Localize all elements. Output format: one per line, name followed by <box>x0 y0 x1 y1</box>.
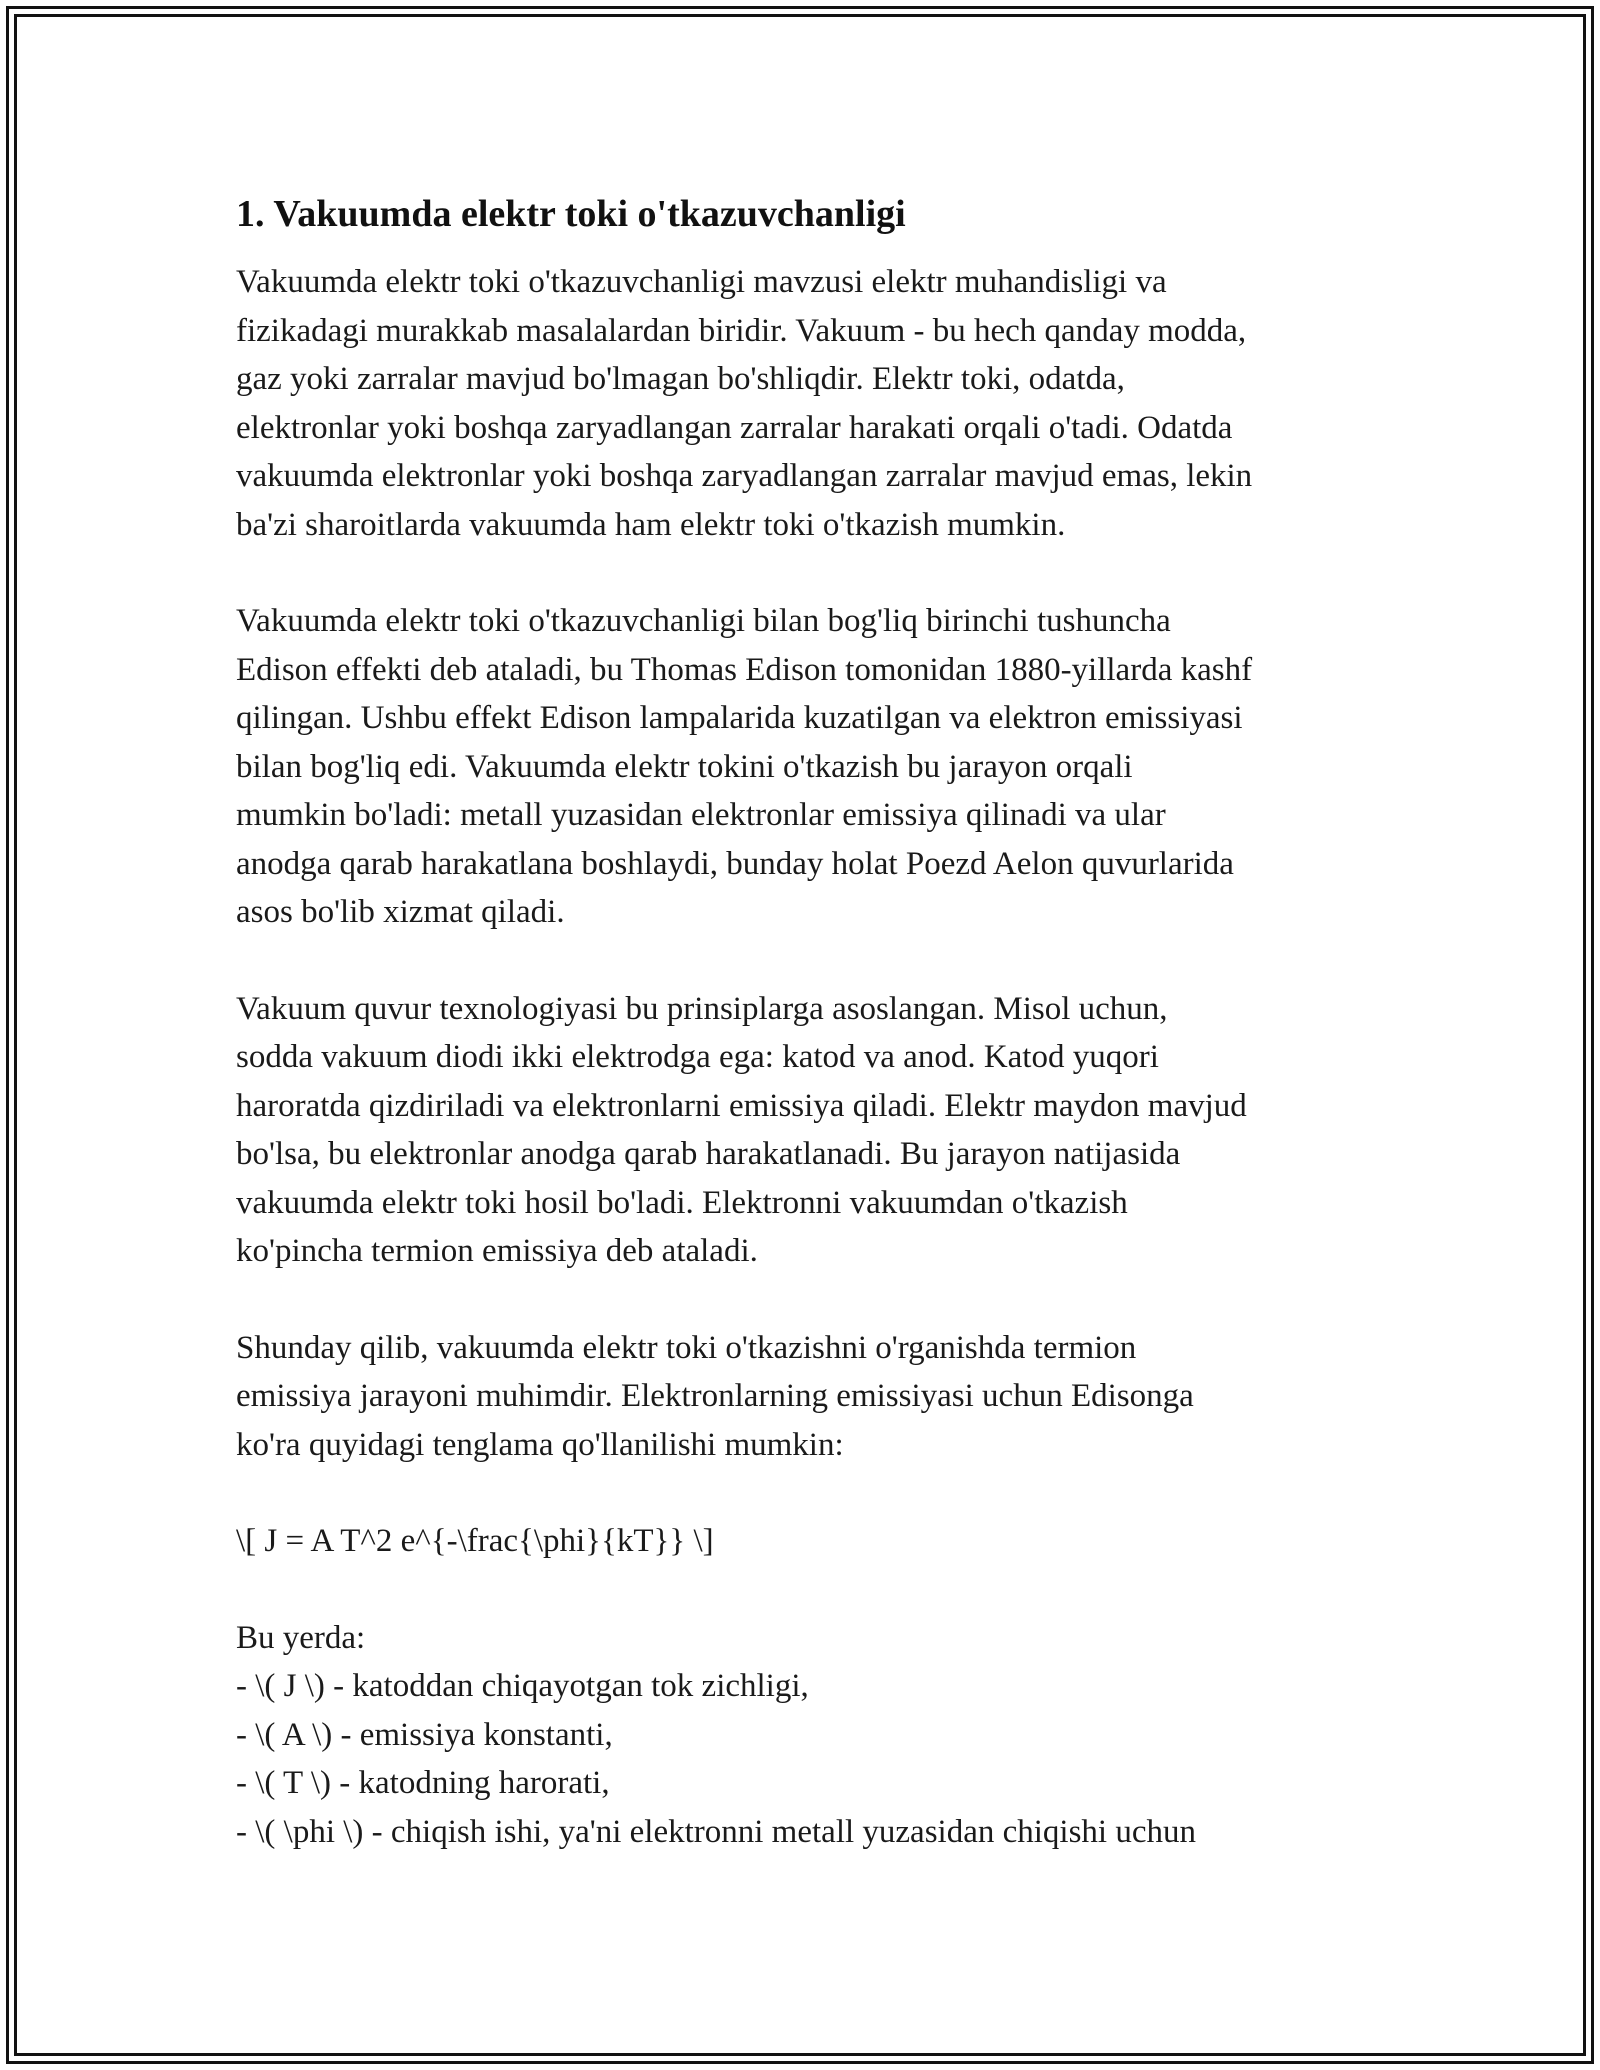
equation-text: \[ J = A T^2 e^{-\frac{\phi}{kT}} \] <box>236 1523 714 1559</box>
section-heading: 1. Vakuumda elektr toki o'tkazuvchanligi <box>236 193 906 235</box>
text-line: Vakuumda elektr toki o'tkazuvchanligi mavzusi elektr muhandisligi va <box>236 264 1167 300</box>
text-line: ba'zi sharoitlarda vakuumda ham elektr toki o'tkazish mumkin. <box>236 506 1066 543</box>
text-line: mumkin bo'ladi: metall yuzasidan elektronlar emissiya qilinadi va ular <box>236 797 1166 833</box>
definition-item: - \( J \) - katoddan chiqayotgan tok zichligi, <box>236 1668 809 1704</box>
paragraph-vacuum-tube <box>236 985 1386 1276</box>
definitions-list <box>236 1662 1386 1856</box>
paragraph-intro <box>236 258 1386 549</box>
text-line: Edison effekti deb ataladi, bu Thomas Edison tomonidan 1880-yillarda kashf <box>236 651 1253 688</box>
definition-item: - \( T \) - katodning harorati, <box>236 1765 610 1801</box>
text-line: fizikadagi murakkab masalalardan biridir. Vakuum - bu hech qanday modda, <box>236 312 1247 349</box>
text-line: gaz yoki zarralar mavjud bo'lmagan bo'shliqdir. Elektr toki, odatda, <box>236 361 1125 397</box>
text-line: qilingan. Ushbu effekt Edison lampalarida kuzatilgan va elektron emissiyasi <box>236 700 1243 736</box>
text-line: vakuumda elektr toki hosil bo'ladi. Elektronni vakuumdan o'tkazish <box>236 1184 1128 1221</box>
text-line: haroratda qizdiriladi va elektronlarni emissiya qiladi. Elektr maydon mavjud <box>236 1087 1247 1124</box>
definition-item: - \( A \) - emissiya konstanti, <box>236 1716 613 1753</box>
definitions-intro: Bu yerda: <box>236 1619 366 1656</box>
text-line: bo'lsa, bu elektronlar anodga qarab harakatlanadi. Bu jarayon natijasida <box>236 1136 1181 1172</box>
text-line: emissiya jarayoni muhimdir. Elektronlarning emissiyasi uchun Edisonga <box>236 1378 1194 1414</box>
document-body <box>236 188 1386 1856</box>
paragraph-edison-effect <box>236 597 1386 937</box>
definition-item: - \( \phi \) - chiqish ishi, ya'ni elektronni metall yuzasidan chiqishi uchun <box>236 1813 1196 1850</box>
text-line: anodga qarab harakatlana boshlaydi, bunday holat Poezd Aelon quvurlarida <box>236 845 1234 882</box>
text-line: vakuumda elektronlar yoki boshqa zaryadlangan zarralar mavjud emas, lekin <box>236 458 1253 494</box>
text-line: bilan bog'liq edi. Vakuumda elektr tokini o'tkazish bu jarayon orqali <box>236 748 1133 785</box>
text-line: asos bo'lib xizmat qiladi. <box>236 894 565 930</box>
paragraph-thermionic <box>236 1324 1386 1470</box>
text-line: sodda vakuum diodi ikki elektrodga ega: katod va anod. Katod yuqori <box>236 1039 1159 1075</box>
text-line: ko'ra quyidagi tenglama qo'llanilishi mumkin: <box>236 1426 844 1463</box>
text-line: ko'pincha termion emissiya deb ataladi. <box>236 1233 758 1269</box>
text-line: Vakuum quvur texnologiyasi bu prinsiplarga asoslangan. Misol uchun, <box>236 990 1168 1027</box>
text-line: elektronlar yoki boshqa zaryadlangan zarralar harakati orqali o'tadi. Odatda <box>236 409 1233 446</box>
text-line: Vakuumda elektr toki o'tkazuvchanligi bilan bog'liq birinchi tushuncha <box>236 603 1171 639</box>
text-line: Shunday qilib, vakuumda elektr toki o'tkazishni o'rganishda termion <box>236 1329 1137 1366</box>
equation-richardson <box>236 1517 1386 1566</box>
